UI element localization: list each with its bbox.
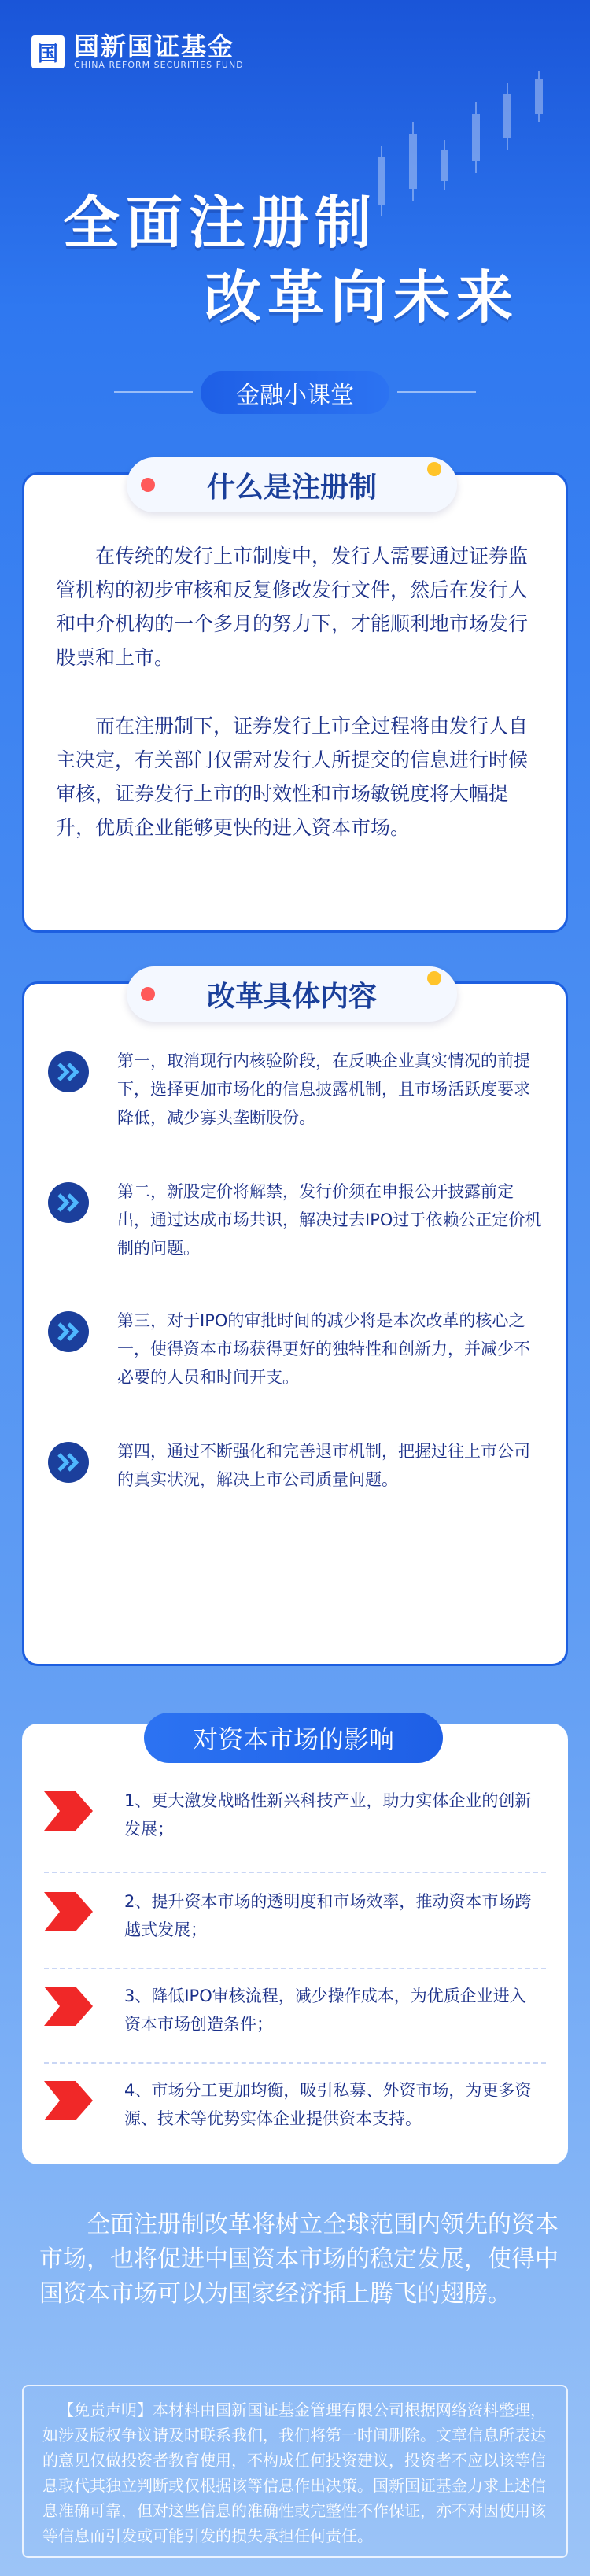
- section-market-impact: [22, 1724, 568, 2164]
- divider: [44, 1968, 546, 1969]
- list-item-text: 3、降低IPO审核流程，减少操作成本，为优质企业进入资本市场创造条件；: [124, 1987, 526, 2034]
- list-item: [48, 1047, 544, 1132]
- red-arrow-icon: [44, 1987, 93, 2026]
- red-dot-icon: [141, 987, 155, 1001]
- section-reform-content: [22, 981, 568, 1666]
- hero-title-line1: 全面注册制: [63, 190, 378, 256]
- list-item: [48, 1306, 544, 1391]
- list-item: [48, 1177, 544, 1262]
- yellow-dot-icon: [427, 971, 441, 985]
- section1-paragraph: 在传统的发行上市制度中，发行人需要通过证券监管机构的初步审核和反复修改发行文件，然后在发行人和中介机构的一个多月的努力下，才能顺利地市场发行股票和上市。: [56, 545, 529, 669]
- brand-name-cn: 国新国证基金: [74, 31, 235, 61]
- summary-text: 全面注册制改革将树立全球范围内领先的资本市场，也将促进中国资本市场的稳定发展，使得中国资本市场可以为国家经济插上腾飞的翅膀。: [39, 2211, 559, 2308]
- double-chevron-icon: [48, 1311, 89, 1352]
- list-item: [44, 1982, 548, 2038]
- red-arrow-icon: [44, 1892, 93, 1931]
- brand-logo: [31, 33, 244, 71]
- section3-title: 对资本市场的影响: [144, 1713, 443, 1763]
- list-item: [44, 1887, 548, 1944]
- yellow-dot-icon: [427, 462, 441, 476]
- double-chevron-icon: [48, 1442, 89, 1483]
- list-item: [44, 1787, 548, 1843]
- red-arrow-icon: [44, 1791, 93, 1831]
- section1-paragraph: 而在注册制下，证券发行上市全过程将由发行人自主决定，有关部门仅需对发行人所提交的信息进行时候审核，证券发行上市的时效性和市场敏锐度将大幅提升，优质企业能够更快的进入资本市场。: [56, 715, 529, 839]
- red-arrow-icon: [44, 2081, 93, 2120]
- brand-name-en: CHINA REFORM SECURITIES FUND: [74, 60, 244, 70]
- hero-tag: 金融小课堂: [201, 371, 389, 414]
- disclaimer: 【免责声明】本材料由国新国证基金管理有限公司根据网络资料整理，如涉及版权争议请及时联系我们，我们将第一时间删除。文章信息所表达的意见仅做投资者教育使用，不构成任何投资建议，投资者不应以该等信息取代其独立判断或仅根据该等信息作出决策。国新国证基金力求上述信息准确可靠，但对这些信息的准确性或完整性不作保证，亦不对因使用该等信息而引发或可能引发的损失承担任何责任。: [22, 2385, 568, 2558]
- section1-title: 什么是注册制: [206, 471, 377, 504]
- list-item-text: 2、提升资本市场的透明度和市场效率，推动资本市场跨越式发展；: [124, 1892, 532, 1939]
- hero-title-line2: 改革向未来: [205, 264, 520, 331]
- double-chevron-icon: [48, 1182, 89, 1223]
- divider: [44, 2062, 546, 2064]
- section2-header: [127, 966, 457, 1022]
- divider: [44, 1872, 546, 1873]
- list-item-text: 4、市场分工更加均衡，吸引私募、外资市场，为更多资源、技术等优势实体企业提供资本支持。: [124, 2081, 532, 2128]
- double-chevron-icon: [48, 1051, 89, 1092]
- red-dot-icon: [141, 478, 155, 492]
- list-item: [44, 2076, 548, 2133]
- list-item-text: 第三，对于IPO的审批时间的减少将是本次改革的核心之一，使得资本市场获得更好的独特性和创新力，并减少不必要的人员和时间开支。: [117, 1311, 530, 1387]
- brand-mark-icon: 国: [31, 35, 65, 68]
- list-item-text: 1、更大激发战略性新兴科技产业，助力实体企业的创新发展；: [124, 1791, 532, 1839]
- list-item-text: 第二，新股定价将解禁，发行价须在申报公开披露前定出，通过达成市场共识，解决过去IPO过于依赖公正定价机制的问题。: [117, 1182, 542, 1258]
- section2-title: 改革具体内容: [206, 980, 377, 1013]
- list-item: [48, 1437, 544, 1494]
- list-item-text: 第一，取消现行内核验阶段，在反映企业真实情况的前提下，选择更加市场化的信息披露机制，且市场活跃度要求降低，减少寡头垄断股份。: [117, 1051, 530, 1127]
- section-what-is-registration: [22, 472, 568, 933]
- section1-header: [127, 457, 457, 512]
- list-item-text: 第四，通过不断强化和完善退市机制，把握过往上市公司的真实状况，解决上市公司质量问题。: [117, 1442, 530, 1489]
